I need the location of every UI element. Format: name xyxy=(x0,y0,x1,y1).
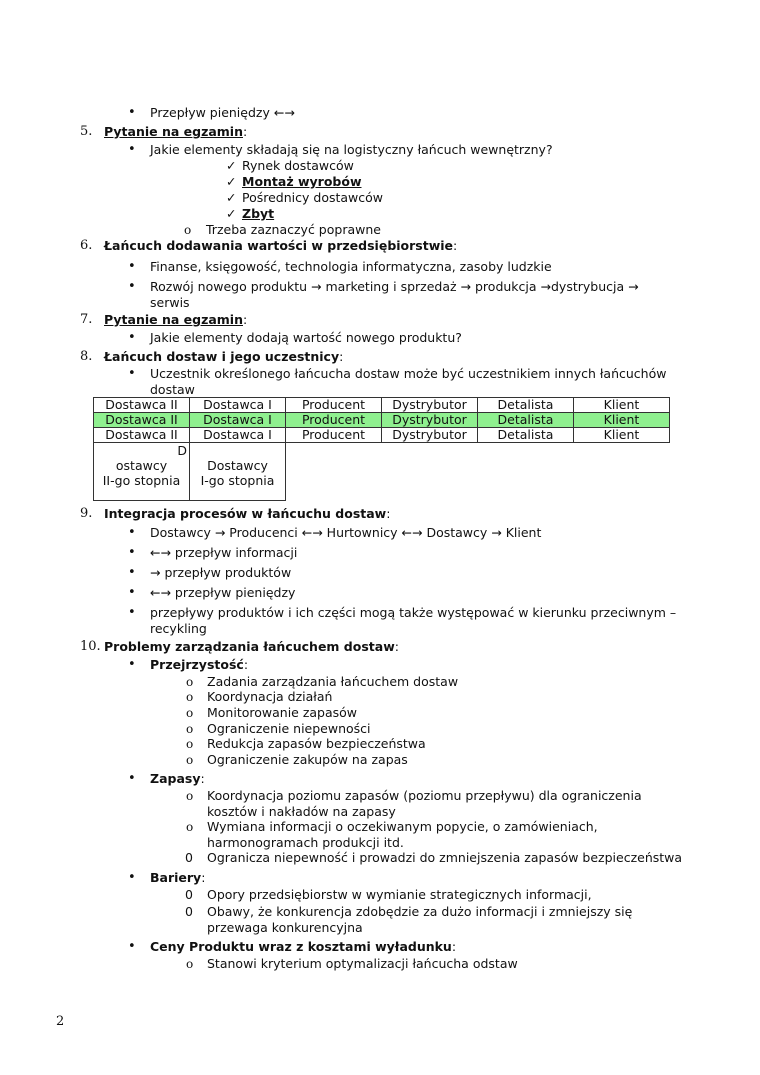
table-cell: Producent xyxy=(286,398,382,413)
cell-line: I-go stopnia xyxy=(200,473,275,488)
bullet-icon: • xyxy=(128,565,136,580)
bullet-icon: • xyxy=(128,259,136,274)
circle-bullet-icon: o xyxy=(184,223,192,237)
table-cell: Detalista xyxy=(478,413,574,428)
table-row xyxy=(94,398,670,413)
list-item: Ograniczenie zakupów na zapas xyxy=(207,752,408,767)
option-item-correct: Montaż wyrobów xyxy=(242,174,362,189)
group-title: Ceny Produktu wraz z kosztami wyładunku xyxy=(150,939,452,954)
zero-bullet-icon: 0 xyxy=(185,904,193,919)
list-item: Zadania zarządzania łańcuchem dostaw xyxy=(207,674,459,689)
section-heading xyxy=(104,124,247,140)
list-item: Stanowi kryterium optymalizacji łańcucha odstaw xyxy=(207,956,518,971)
bullet-icon: • xyxy=(128,585,136,600)
table-cell: Dystrybutor xyxy=(382,428,478,443)
list-item: Trzeba zaznaczyć poprawne xyxy=(206,222,381,237)
circle-bullet-icon: o xyxy=(186,690,194,704)
colon: : xyxy=(243,124,248,139)
list-item: Ogranicza niepewność i prowadzi do zmniejszenia zapasów bezpieczeństwa xyxy=(207,850,683,865)
colon: : xyxy=(386,506,391,521)
table-cell: Dostawca I xyxy=(190,428,286,443)
table-cell xyxy=(190,443,286,501)
heading-text: Problemy zarządzania łańcuchem dostaw xyxy=(104,639,395,654)
heading-text: Łańcuch dostaw i jego uczestnicy xyxy=(104,349,340,364)
bullet-icon: • xyxy=(128,105,136,120)
colon: : xyxy=(243,657,249,672)
table-cell: Detalista xyxy=(478,398,574,413)
list-item: Koordynacja poziomu zapasów (poziomu przepływu) dla ograniczenia xyxy=(207,788,642,803)
list-item: Jakie elementy składają się na logistyczny łańcuch wewnętrzny? xyxy=(150,142,553,157)
option-item-correct: Zbyt xyxy=(242,206,275,221)
colon: : xyxy=(339,349,344,364)
table-row xyxy=(94,428,670,443)
heading-text: Łańcuch dodawania wartości w przedsiębiorstwie xyxy=(104,238,454,253)
circle-bullet-icon: o xyxy=(186,675,194,689)
group-heading xyxy=(150,870,205,886)
list-item: Monitorowanie zapasów xyxy=(207,705,358,720)
circle-bullet-icon: o xyxy=(186,789,194,803)
colon: : xyxy=(453,238,458,253)
list-item: Redukcja zapasów bezpieczeństwa xyxy=(207,736,426,751)
section-number: 8. xyxy=(80,349,93,364)
table-cell: Dystrybutor xyxy=(382,413,478,428)
circle-bullet-icon: o xyxy=(186,706,194,720)
cell-line: Dostawcy xyxy=(207,458,268,473)
bullet-icon: • xyxy=(128,870,136,885)
list-item: Koordynacja działań xyxy=(207,689,333,704)
cell-line: D xyxy=(177,443,187,458)
section-number: 7. xyxy=(80,312,93,327)
group-heading xyxy=(150,657,248,673)
group-heading xyxy=(150,939,456,955)
table-cell: Dystrybutor xyxy=(382,398,478,413)
zero-bullet-icon: 0 xyxy=(185,887,193,902)
group-title: Zapasy xyxy=(150,771,201,786)
cell-line: ostawcy xyxy=(115,458,168,473)
colon: : xyxy=(394,639,399,654)
bullet-icon: • xyxy=(128,279,136,294)
table-cell xyxy=(94,443,190,501)
bullet-icon: • xyxy=(128,545,136,560)
table-cell: Dostawca II xyxy=(94,413,190,428)
table-cell: Dostawca II xyxy=(94,398,190,413)
bullet-icon: • xyxy=(128,939,136,954)
table-cell: Dostawca I xyxy=(190,398,286,413)
bullet-icon: • xyxy=(128,330,136,345)
heading-text: Pytanie na egzamin xyxy=(104,124,243,139)
heading-text: Pytanie na egzamin xyxy=(104,312,243,327)
check-icon: ✓ xyxy=(226,206,237,221)
page-number: 2 xyxy=(56,1014,65,1029)
list-item-continuation: przewaga konkurencyjna xyxy=(207,920,363,935)
colon: : xyxy=(200,771,205,786)
table-cell: Detalista xyxy=(478,428,574,443)
list-item: Jakie elementy dodają wartość nowego produktu? xyxy=(150,330,462,345)
section-number: 10. xyxy=(80,639,101,654)
list-item: Obawy, że konkurencja zdobędzie za dużo informacji i zmniejszy się xyxy=(207,904,633,919)
colon: : xyxy=(451,939,457,954)
table-cell: Producent xyxy=(286,413,382,428)
list-item: przepływy produktów i ich części mogą także występować w kierunku przeciwnym – xyxy=(150,605,677,620)
colon: : xyxy=(201,870,206,885)
table-row-footer xyxy=(94,443,670,501)
table-cell: Klient xyxy=(574,413,670,428)
section-heading xyxy=(104,349,343,365)
list-item: Wymiana informacji o oczekiwanym popycie, o zamówieniach, xyxy=(207,819,598,834)
circle-bullet-icon: o xyxy=(186,820,194,834)
section-heading xyxy=(104,506,390,522)
list-item-continuation: serwis xyxy=(150,295,190,310)
group-heading xyxy=(150,771,205,787)
table-cell: Dostawca II xyxy=(94,428,190,443)
check-icon: ✓ xyxy=(226,158,237,173)
bullet-icon: • xyxy=(128,605,136,620)
section-number: 9. xyxy=(80,506,93,521)
section-heading xyxy=(104,639,399,655)
list-item: Opory przedsiębiorstw w wymianie strategicznych informacji, xyxy=(207,887,592,902)
list-item-continuation: harmonogramach produkcji itd. xyxy=(207,835,404,850)
list-item-continuation: recykling xyxy=(150,621,207,636)
bullet-icon: • xyxy=(128,525,136,540)
list-item: Przepływ pieniędzy ←→ xyxy=(150,105,295,120)
table-cell: Klient xyxy=(574,398,670,413)
list-item: Finanse, księgowość, technologia informatyczna, zasoby ludzkie xyxy=(150,259,552,274)
table-cell: Klient xyxy=(574,428,670,443)
check-icon: ✓ xyxy=(226,174,237,189)
heading-text: Integracja procesów w łańcuchu dostaw xyxy=(104,506,387,521)
cell-line: II-go stopnia xyxy=(102,473,181,488)
supply-chain-table xyxy=(93,397,670,501)
list-item: Dostawcy → Producenci ←→ Hurtownicy ←→ Dostawcy → Klient xyxy=(150,525,542,540)
list-item: ←→ przepływ informacji xyxy=(150,545,298,560)
list-item-continuation: kosztów i nakładów na zapasy xyxy=(207,804,396,819)
list-item: ←→ przepływ pieniędzy xyxy=(150,585,296,600)
section-number: 6. xyxy=(80,238,93,253)
colon: : xyxy=(243,312,248,327)
bullet-icon: • xyxy=(128,657,136,672)
section-heading xyxy=(104,312,247,328)
table-row-highlighted xyxy=(94,413,670,428)
list-item: Ograniczenie niepewności xyxy=(207,721,371,736)
table-cell: Producent xyxy=(286,428,382,443)
circle-bullet-icon: o xyxy=(186,722,194,736)
zero-bullet-icon: 0 xyxy=(185,850,193,865)
group-title: Przejrzystość xyxy=(150,657,244,672)
list-item: Uczestnik określonego łańcucha dostaw może być uczestnikiem innych łańcuchów xyxy=(150,366,667,381)
bullet-icon: • xyxy=(128,771,136,786)
circle-bullet-icon: o xyxy=(186,737,194,751)
list-item-continuation: dostaw xyxy=(150,382,195,397)
circle-bullet-icon: o xyxy=(186,957,194,971)
check-icon: ✓ xyxy=(226,190,237,205)
list-item: → przepływ produktów xyxy=(150,565,292,580)
list-item: Rozwój nowego produktu → marketing i sprzedaż → produkcja →dystrybucja → xyxy=(150,279,639,294)
section-heading xyxy=(104,238,457,254)
table-cell: Dostawca I xyxy=(190,413,286,428)
circle-bullet-icon: o xyxy=(186,753,194,767)
section-number: 5. xyxy=(80,124,93,139)
bullet-icon: • xyxy=(128,142,136,157)
group-title: Bariery xyxy=(150,870,202,885)
option-item: Rynek dostawców xyxy=(242,158,354,173)
bullet-icon: • xyxy=(128,366,136,381)
option-item: Pośrednicy dostawców xyxy=(242,190,384,205)
